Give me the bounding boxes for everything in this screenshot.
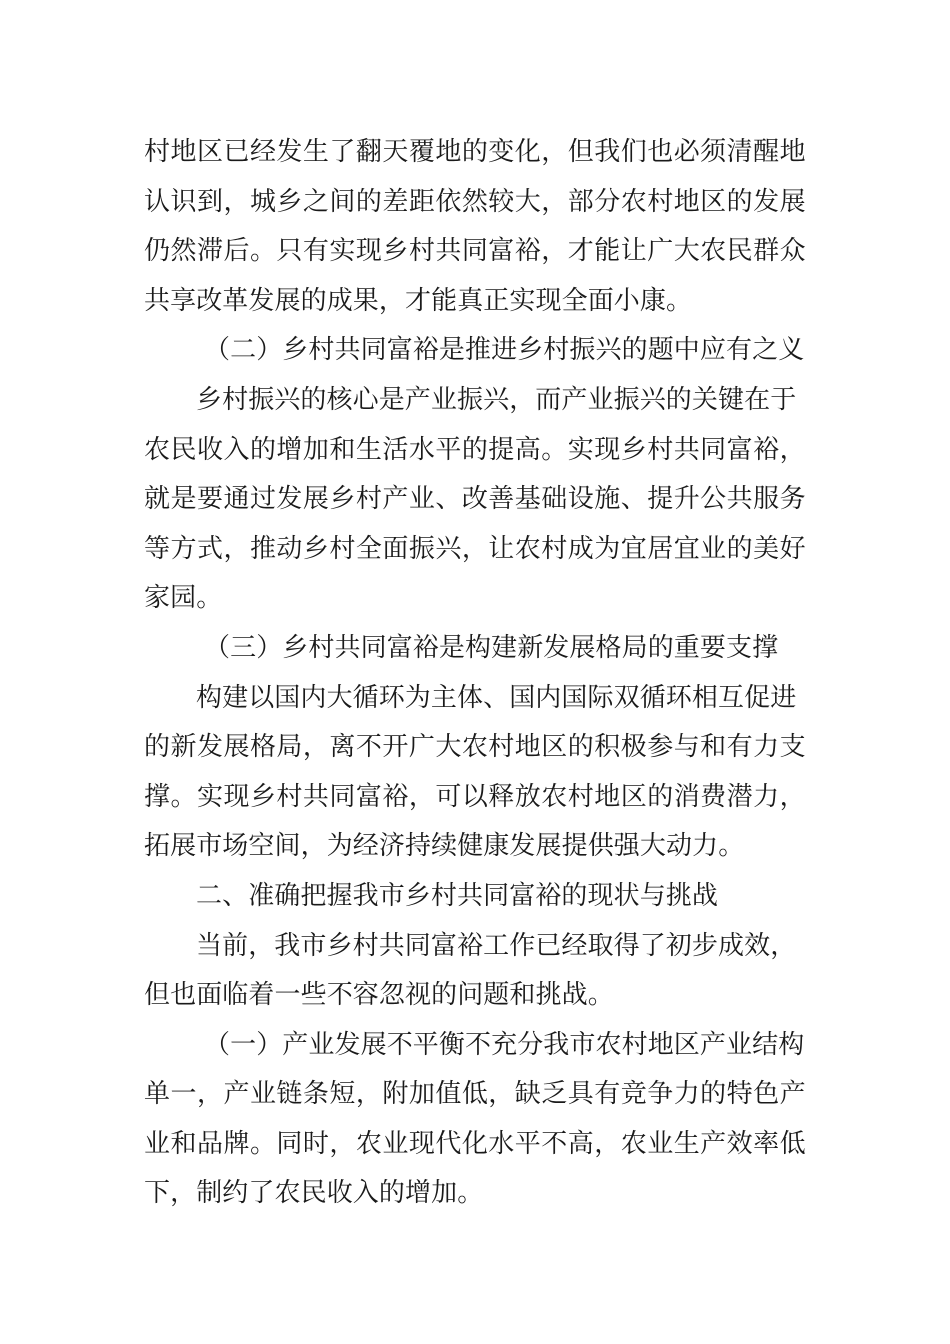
paragraph-line: 等 方 式 ， 推 动 乡 村 全 面 振 兴 ， 让 农 村 成 为 宜 居 宜 业 的 美 好	[144, 533, 806, 564]
document-body	[144, 128, 806, 1219]
paragraph-line: 撑 。 实 现 乡 村 共 同 富 裕 ， 可 以 释 放 农 村 地 区 的 消 费 潜 力 ，	[144, 781, 806, 812]
paragraph-line: 但也面临着一些不容忽视的问题和挑战。	[144, 980, 614, 1011]
chapter-heading: 二、准确把握我市乡村共同富裕的现状与挑战	[196, 880, 719, 911]
paragraph-line: 当前，我市乡村共同富裕工作已经取得了初步成效，	[196, 930, 797, 961]
section-heading: （三）乡村共同富裕是构建新发展格局的重要支撑	[204, 632, 779, 663]
paragraph-line: 业 和 品 牌 。 同 时 ， 农 业 现 代 化 水 平 不 高 ， 农 业 生 产 效 率 低	[144, 1128, 806, 1159]
paragraph-line: 乡村振兴的核心是产业振兴，而产业振兴的关键在于	[196, 384, 797, 415]
paragraph-line: 认 识 到 ， 城 乡 之 间 的 差 距 依 然 较 大 ， 部 分 农 村 地 区 的 发 展	[144, 186, 806, 217]
paragraph-line: 单 一 ， 产 业 链 条 短 ， 附 加 值 低 ， 缺 乏 具 有 竞 争 力 的 特 色 产	[144, 1079, 806, 1110]
paragraph-line: 村 地 区 已 经 发 生 了 翻 天 覆 地 的 变 化 ， 但 我 们 也 必 须 清 醒 地	[144, 137, 806, 167]
paragraph-line: 就 是 要 通 过 发 展 乡 村 产 业 、 改 善 基 础 设 施 、 提 升 公 共 服 务	[144, 484, 806, 515]
paragraph-line: 共享改革发展的成果，才能真正实现全面小康。	[144, 285, 693, 316]
paragraph-line: 拓展市场空间，为经济持续健康发展提供强大动力。	[144, 831, 745, 862]
paragraph-line: 家园。	[144, 583, 223, 614]
paragraph-line: 农 民 收 入 的 增 加 和 生 活 水 平 的 提 高 。 实 现 乡 村 共 同 富 裕 ，	[144, 434, 806, 465]
paragraph-line: 构建以国内大循环为主体、国内国际双循环相互促进	[196, 682, 797, 713]
paragraph-line: 下，制约了农民收入的增加。	[144, 1178, 484, 1209]
section-heading: （二）乡村共同富裕是推进乡村振兴的题中应有之义	[204, 335, 805, 366]
paragraph-line: 仍 然 滞 后 。 只 有 实 现 乡 村 共 同 富 裕 ， 才 能 让 广 大 农 民 群 众	[144, 236, 806, 267]
paragraph-line: 的 新 发 展 格 局 ， 离 不 开 广 大 农 村 地 区 的 积 极 参 与 和 有 力 支	[144, 732, 806, 763]
subsection-paragraph-line: （一）产业发展不平衡不充分我市农村地区产业结构	[204, 1029, 805, 1060]
